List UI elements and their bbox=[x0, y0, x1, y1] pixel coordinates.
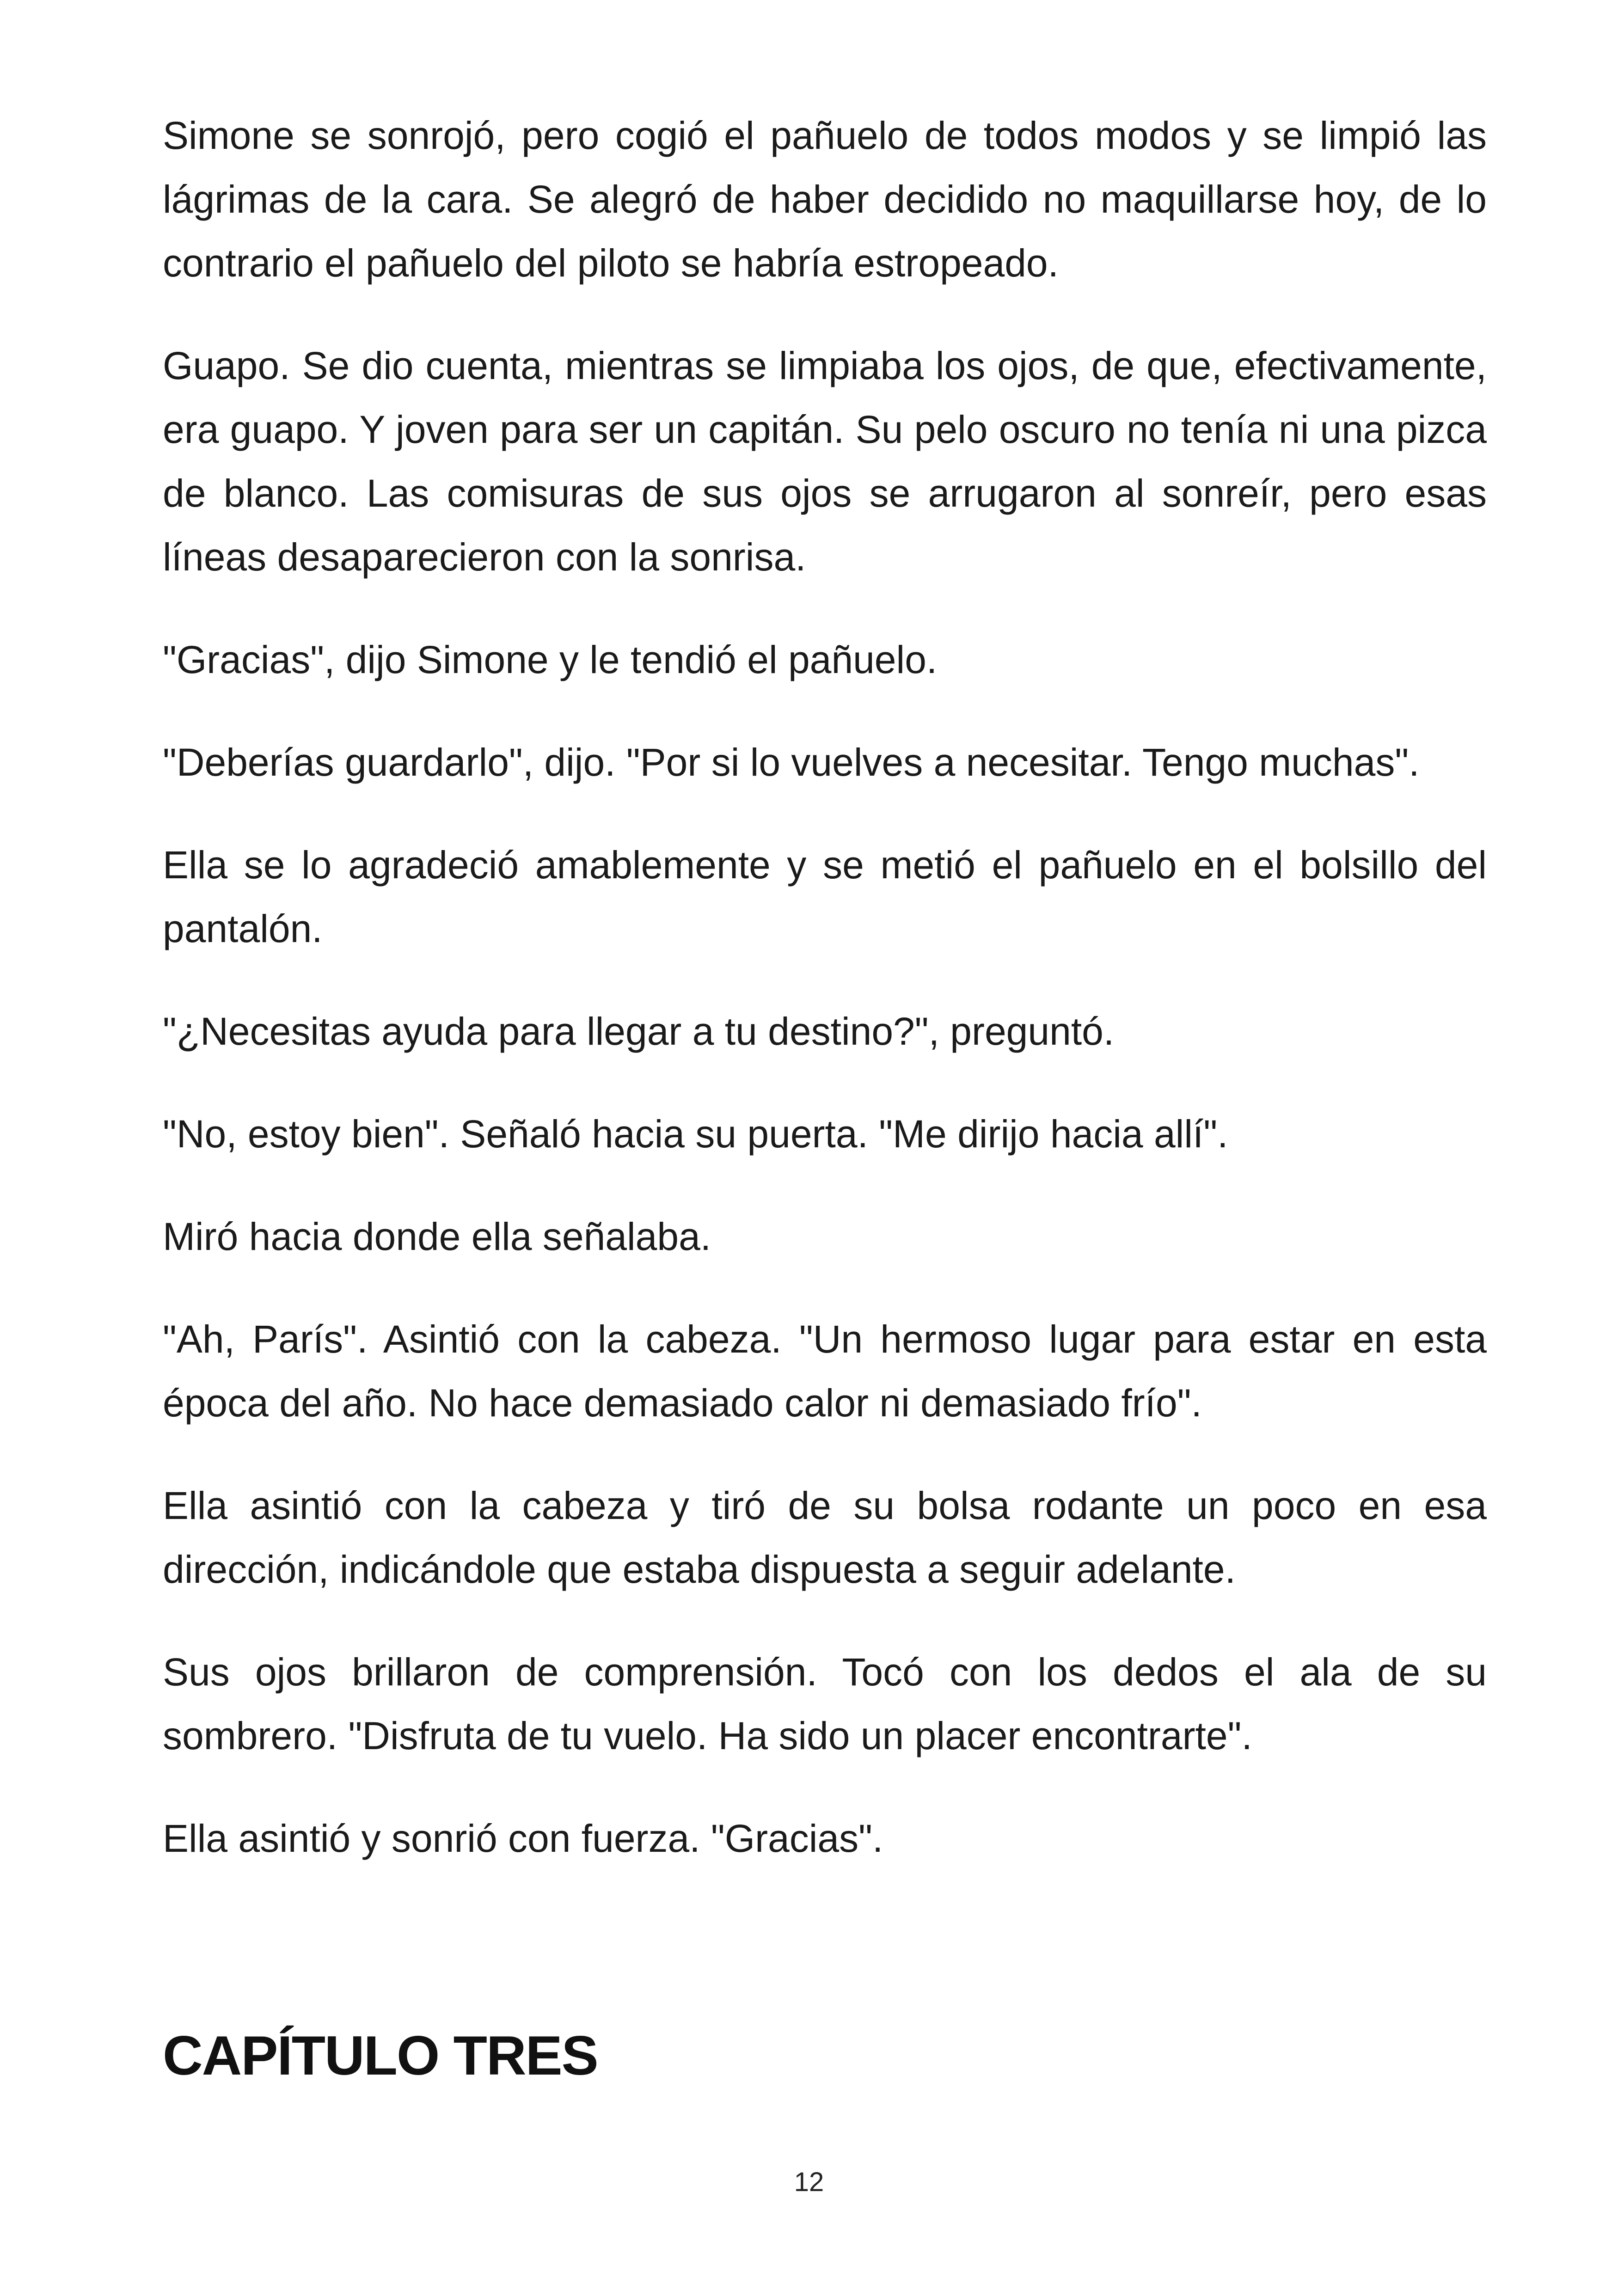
body-text bbox=[163, 104, 1487, 1909]
page-number: 12 bbox=[794, 2167, 824, 2197]
paragraph: Sus ojos brillaron de comprensión. Tocó con los dedos el ala de su sombrero. "Disfruta de tu vuelo. Ha sido un placer encontrarte". bbox=[163, 1650, 1487, 1757]
paragraph: Ella asintió y sonrió con fuerza. "Gracias". bbox=[163, 1817, 883, 1860]
paragraph: "Deberías guardarlo", dijo. "Por si lo vuelves a necesitar. Tengo muchas". bbox=[163, 741, 1420, 784]
chapter-heading: CAPÍTULO TRES bbox=[163, 2025, 598, 2087]
paragraph: Ella asintió con la cabeza y tiró de su bolsa rodante un poco en esa dirección, indicándole que estaba dispuesta a seguir adelante. bbox=[163, 1484, 1487, 1591]
paragraph: Guapo. Se dio cuenta, mientras se limpiaba los ojos, de que, efectivamente, era guapo. Y joven para ser un capitán. Su pelo oscuro no tenía ni una pizca de blanco. Las comisuras de sus ojos se arrugaron al sonreír, pero esas líneas desaparecieron con la sonrisa. bbox=[163, 344, 1487, 579]
paragraph: Miró hacia donde ella señalaba. bbox=[163, 1215, 711, 1258]
paragraph: Ella se lo agradeció amablemente y se metió el pañuelo en el bolsillo del pantalón. bbox=[163, 843, 1487, 950]
paragraph: Simone se sonrojó, pero cogió el pañuelo de todos modos y se limpió las lágrimas de la cara. Se alegró de haber decidido no maquillarse hoy, de lo contrario el pañuelo del piloto se habría estropeado. bbox=[163, 114, 1487, 285]
paragraph: "No, estoy bien". Señaló hacia su puerta. "Me dirijo hacia allí". bbox=[163, 1112, 1228, 1156]
paragraph: "Ah, París". Asintió con la cabeza. "Un hermoso lugar para estar en esta época del año. No hace demasiado calor ni demasiado frío". bbox=[163, 1317, 1487, 1425]
paragraph: "¿Necesitas ayuda para llegar a tu destino?", preguntó. bbox=[163, 1010, 1115, 1053]
paragraph: "Gracias", dijo Simone y le tendió el pañuelo. bbox=[163, 638, 938, 681]
